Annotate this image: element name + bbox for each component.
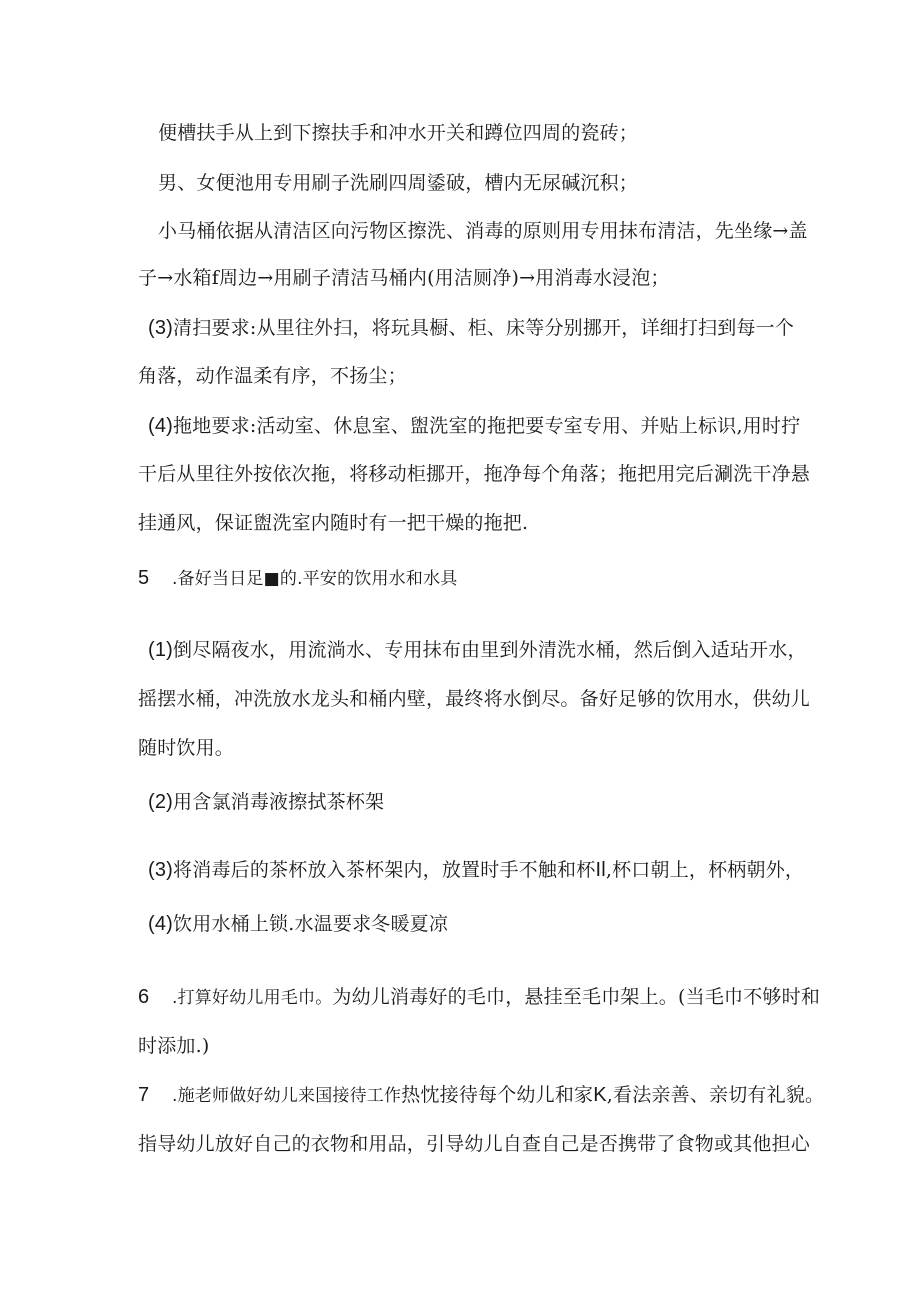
- item-number: (3): [148, 859, 174, 881]
- item-text: 将消毒后的茶杯放入茶杯架内，放置时手不触和杯: [173, 859, 596, 881]
- para-line-1: 便槽扶手从上到下擦扶手和冲水开关和蹲位四周的瓷砖；: [158, 122, 639, 144]
- para-line-11: 摇摆水桶，冲洗放水龙头和桶内壁，最终将水倒尽。备好足够的饮用水，供幼儿: [138, 688, 811, 710]
- item-number: (2): [148, 791, 174, 813]
- item-number: (4): [148, 415, 174, 437]
- item-water-3: [148, 858, 804, 882]
- section-number: 6: [138, 986, 150, 1008]
- para-line-17: 指导幼儿放好自己的衣物和用品，引导幼儿自查自己是否携带了食物或其他担心: [138, 1133, 811, 1155]
- item-water-4: [148, 912, 448, 936]
- section-text: 为幼儿消毒好的毛巾，悬挂至毛巾架上。(当毛巾不够时和: [332, 986, 821, 1008]
- section-title: .打算好幼儿用毛巾。: [172, 988, 333, 1008]
- para-line-2: 男、女便池用专用刷子洗刷四周鋈破，槽内无尿碱沉积；: [158, 172, 639, 194]
- para-line-4: 子→水箱f周边→用刷子清洁马桶内(用洁厕净)→用消毒水浸泡；: [138, 267, 670, 289]
- section-title: .施老师做好幼儿来国接待工作: [172, 1086, 402, 1106]
- para-line-9: 挂通风，保证盥洗室内随时有一把干燥的拖把.: [138, 512, 529, 534]
- section-number: 5: [138, 567, 150, 589]
- section-text: 热忱接待每个幼儿和家: [401, 1084, 594, 1106]
- para-line-6: 角落，动作温柔有序，不扬尘；: [138, 365, 407, 387]
- item-mopping-requirements: [148, 414, 800, 438]
- section-title: .备好当日足■的.平安的饮用水和水具: [172, 569, 458, 589]
- item-cleaning-requirements: [148, 316, 794, 340]
- item-number: (3): [148, 317, 174, 339]
- item-text-fragment: Il: [595, 859, 606, 881]
- section-text-fragment: K: [593, 1084, 607, 1106]
- item-water-2: [148, 790, 384, 814]
- para-line-8: 干后从里往外按依次拖，将移动柜挪开，拖净每个角落；拖把用完后涮洗干净悬: [138, 463, 811, 485]
- item-water-1: [148, 638, 807, 662]
- para-line-12: 随时饮用。: [138, 737, 235, 759]
- para-line-16: 时添加.): [138, 1035, 210, 1057]
- item-number: (4): [148, 913, 174, 935]
- section-number: 7: [138, 1084, 150, 1106]
- section-5-heading: [138, 566, 457, 591]
- item-text: 清扫要求:从里往外扫，将玩具橱、柜、床等分别挪开，详细打扫到每一个: [173, 317, 795, 339]
- item-text: 拖地要求:活动室、休息室、盥洗室的拖把要专室专用、并贴上标识,用时拧: [173, 415, 801, 437]
- item-text: 倒尽隔夜水，用流淌水、专用抹布由里到外清洗水桶，然后倒入适玷开水，: [173, 639, 807, 661]
- section-6-heading: [138, 985, 820, 1010]
- item-number: (1): [148, 639, 174, 661]
- item-text: 饮用水桶上锁.水温要求冬暖夏凉: [173, 913, 449, 935]
- item-text-end: ,杯口朝上，杯柄朝外，: [605, 859, 805, 881]
- section-7-heading: [138, 1083, 824, 1108]
- item-text: 用含氯消毒液擦拭茶杯架: [173, 791, 385, 813]
- para-line-3: 小马桶依据从清洁区向污物区擦洗、消毒的原则用专用抹布清洁，先坐缘→盖: [158, 220, 808, 242]
- section-text-end: ,看法亲善、亲切有礼貌。: [606, 1084, 825, 1106]
